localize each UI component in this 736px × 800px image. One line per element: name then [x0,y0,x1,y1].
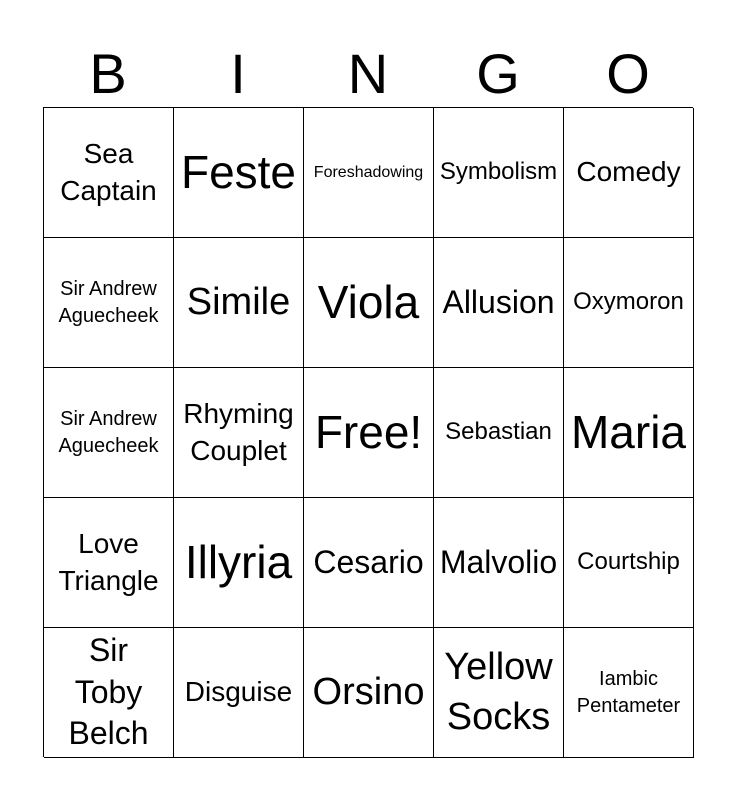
cell-label: Feste [180,145,297,198]
bingo-board [43,107,693,757]
header-letter-n: N [347,42,389,105]
cell-label: Sea Captain [60,138,157,206]
cell-label: Symbolism [439,158,558,186]
cell-label: Malvolio [439,543,558,580]
cell-label: Maria [570,405,687,458]
header-letter-o: O [606,42,650,105]
cell-label: Courtship [577,548,680,576]
bingo-cell [44,628,174,758]
header-letter-g: G [476,42,520,105]
bingo-cell [174,238,304,368]
cell-label: Iambic Pentameter [576,667,681,717]
cell-label: Sebastian [445,418,552,446]
bingo-cell [44,238,174,368]
cell-label: Rhyming Couplet [183,398,294,466]
bingo-cell [304,238,434,368]
bingo-cell [174,498,304,628]
cell-label: Sir Andrew Aguecheek [58,277,159,327]
bingo-cell [44,368,174,498]
free-space-label: Free! [314,405,423,458]
bingo-cell [174,108,304,238]
bingo-cell [564,498,694,628]
header-letter-b: B [89,42,127,105]
bingo-cell [564,238,694,368]
bingo-cell [434,368,564,498]
cell-label: Disguise [184,676,293,708]
cell-label: Cesario [313,543,424,580]
cell-label: Orsino [312,670,425,713]
cell-label: Foreshadowing [313,163,424,181]
bingo-header [43,42,693,106]
bingo-cell [564,628,694,758]
bingo-cell [434,498,564,628]
bingo-cell [174,368,304,498]
cell-label: Yellow Socks [444,646,553,738]
cell-label: Sir Toby Belch [68,632,149,752]
bingo-cell [434,238,564,368]
bingo-cell [174,628,304,758]
cell-label: Viola [317,275,420,328]
bingo-cell [304,108,434,238]
free-space-cell [304,368,434,498]
bingo-cell [434,628,564,758]
header-letter-i: I [230,42,246,105]
cell-label: Love Triangle [58,528,159,596]
cell-label: Illyria [184,535,293,588]
bingo-cell [564,368,694,498]
bingo-cell [564,108,694,238]
cell-label: Sir Andrew Aguecheek [58,407,159,457]
bingo-cell [304,628,434,758]
cell-label: Comedy [576,156,681,188]
cell-label: Oxymoron [573,288,684,316]
cell-label: Allusion [442,283,555,320]
bingo-cell [44,108,174,238]
bingo-cell [434,108,564,238]
bingo-cell [304,498,434,628]
bingo-cell [44,498,174,628]
cell-label: Simile [186,280,291,323]
